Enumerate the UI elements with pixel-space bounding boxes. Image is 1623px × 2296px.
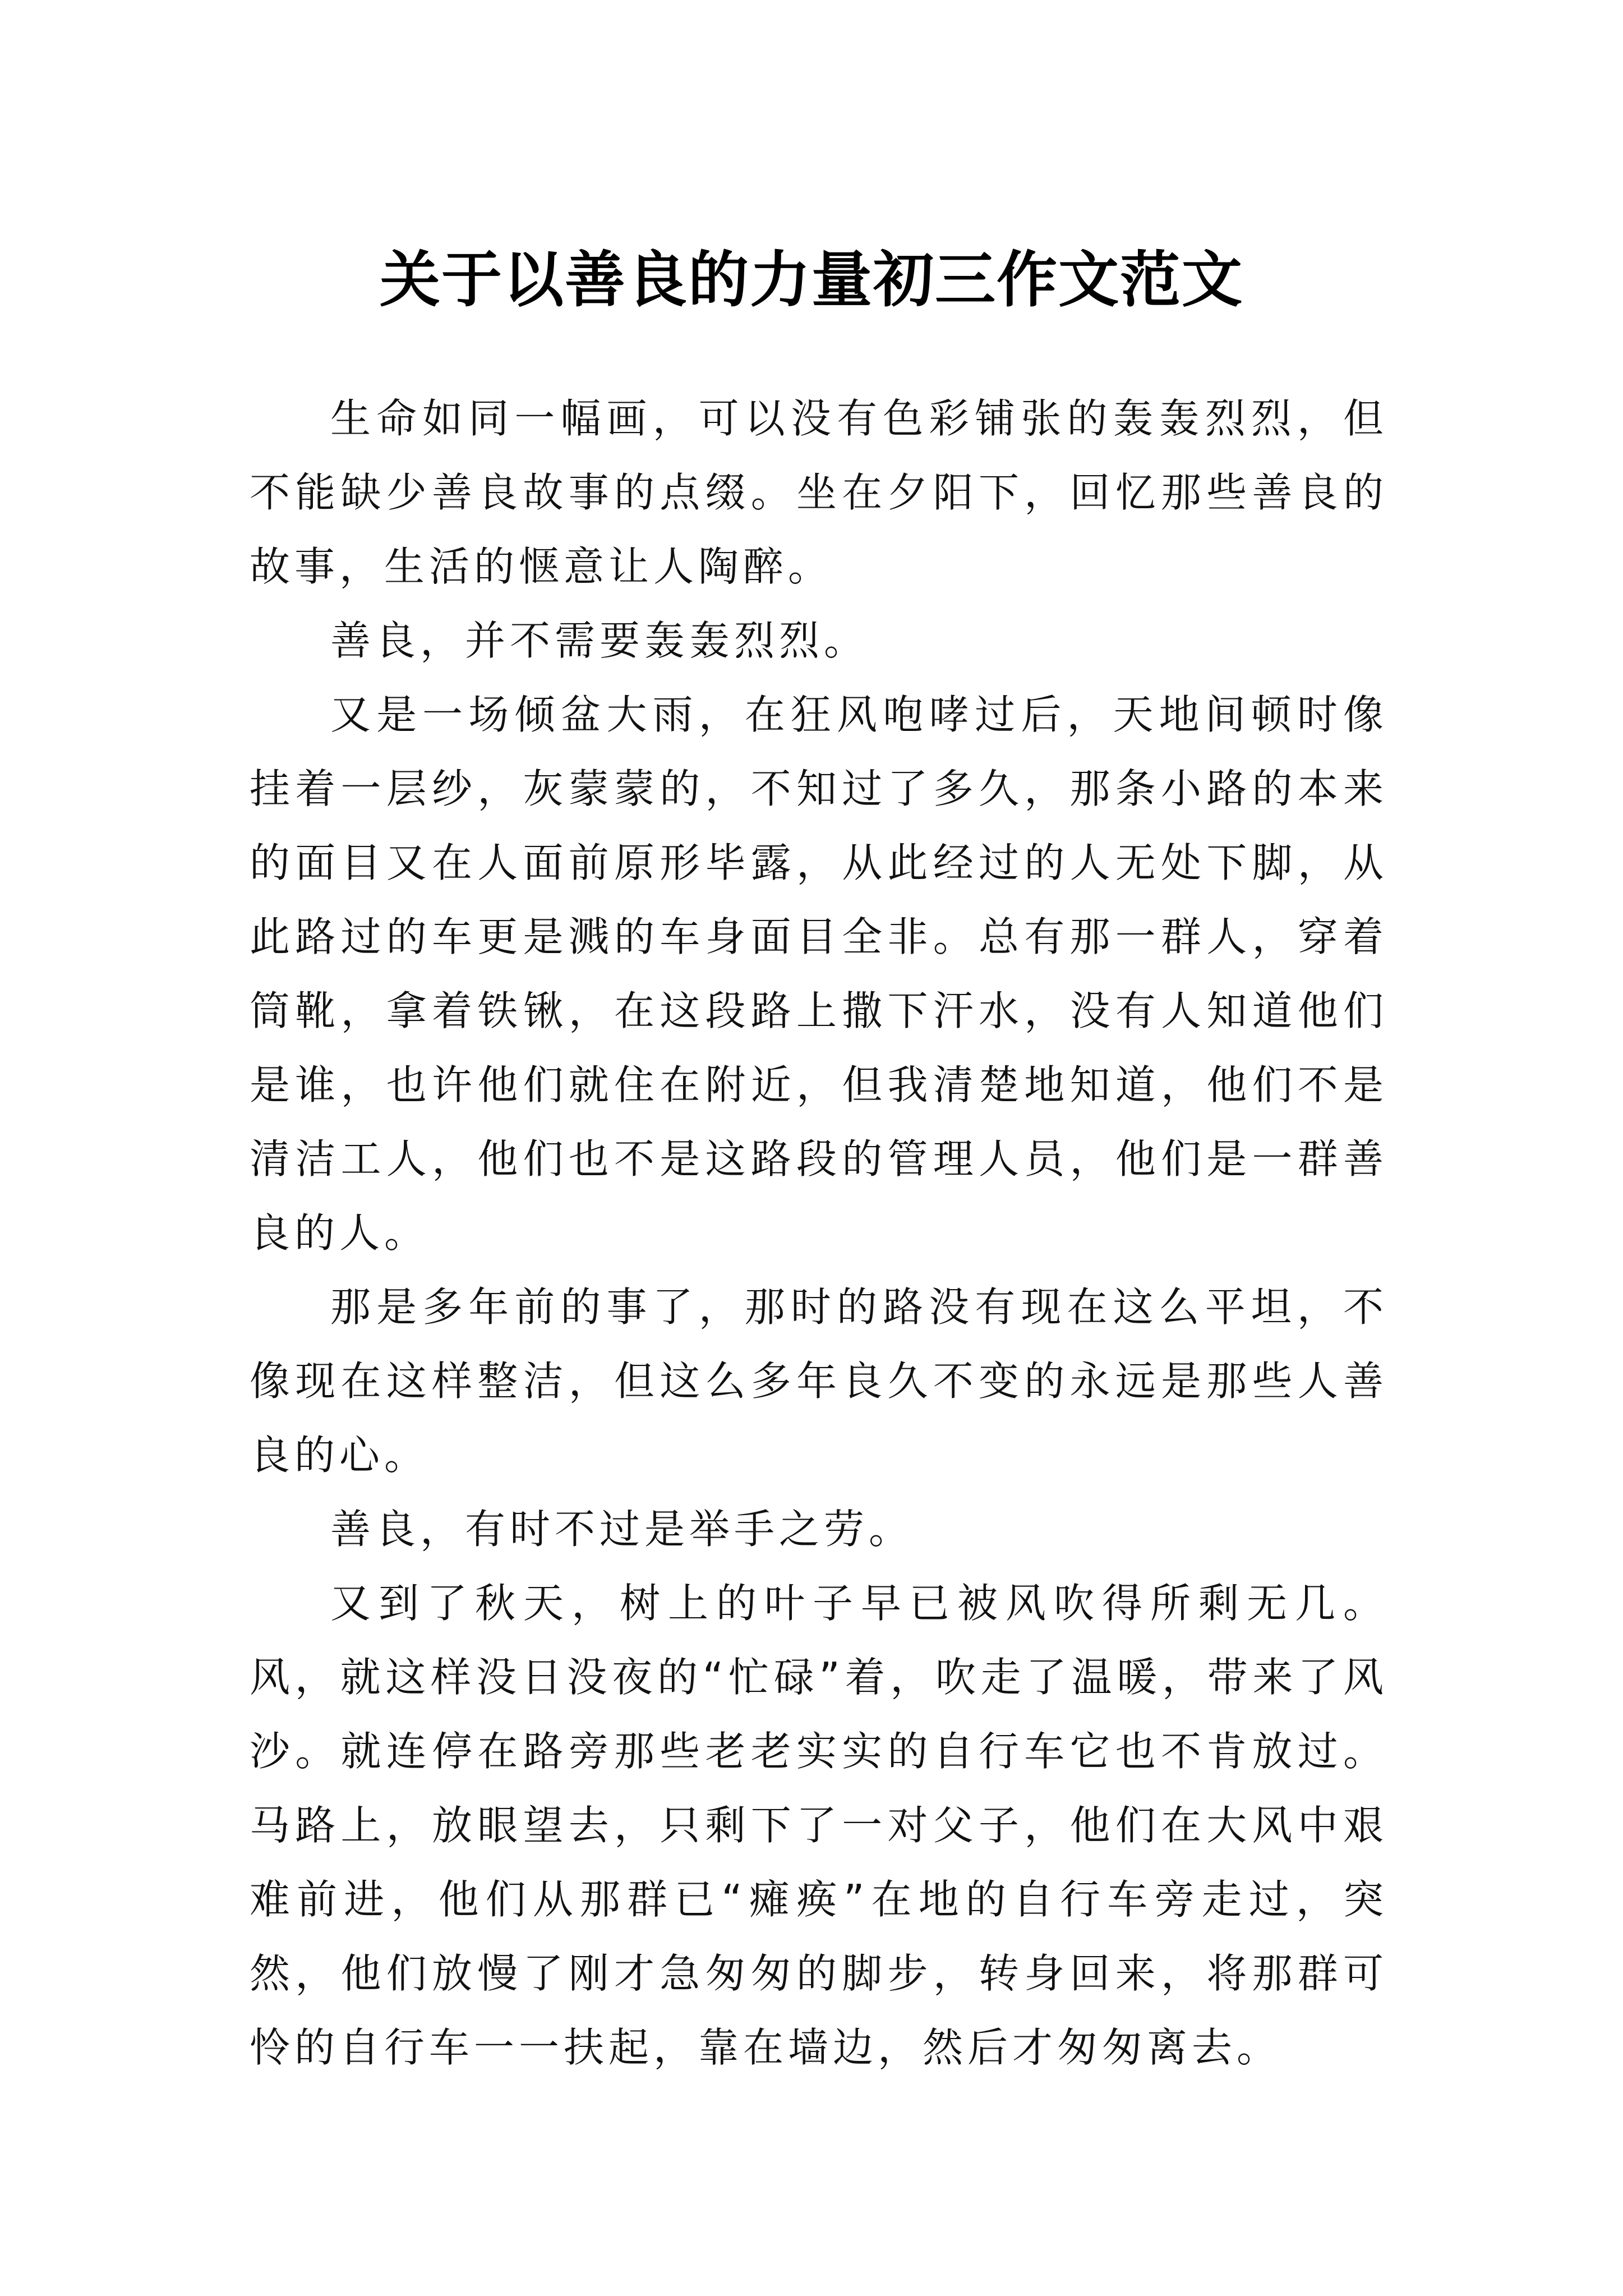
paragraph: 生命如同一幅画，可以没有色彩铺张的轰轰烈烈，但不能缺少善良故事的点缀。坐在夕阳下，回忆那些善良的故事，生活的惬意让人陶醉。	[250, 395, 1388, 590]
document-body	[250, 381, 1388, 2085]
paragraph: 又是一场倾盆大雨，在狂风咆哮过后，天地间顿时像挂着一层纱，灰蒙蒙的，不知过了多久，那条小路的本来的面目又在人面前原形毕露，从此经过的人无处下脚，从此路过的车更是溅的车身面目全非。总有那一群人，穿着筒靴，拿着铁锹，在这段路上撒下汗水，没有人知道他们是谁，也许他们就住在附近，但我清楚地知道，他们不是清洁工人，他们也不是这路段的管理人员，他们是一群善良的人。	[250, 691, 1388, 1257]
paragraph: 又到了秋天，树上的叶子早已被风吹得所剩无几。风，就这样没日没夜的“忙碌”着，吹走了温暖，带来了风沙。就连停在路旁那些老老实实的自行车它也不肯放过。马路上，放眼望去，只剩下了一对父子，他们在大风中艰难前进，他们从那群已“瘫痪”在地的自行车旁走过，突然，他们放慢了刚才急匆匆的脚步，转身回来，将那群可怜的自行车一一扶起，靠在墙边，然后才匆匆离去。	[250, 1580, 1388, 2071]
paragraph: 善良，并不需要轰轰烈烈。	[330, 617, 869, 664]
document-title: 关于以善良的力量初三作文范文	[379, 245, 1243, 316]
paragraph: 那是多年前的事了，那时的路没有现在这么平坦，不像现在这样整洁，但这么多年良久不变的永远是那些人善良的心。	[250, 1283, 1388, 1479]
paragraph: 善良，有时不过是举手之劳。	[330, 1506, 914, 1553]
